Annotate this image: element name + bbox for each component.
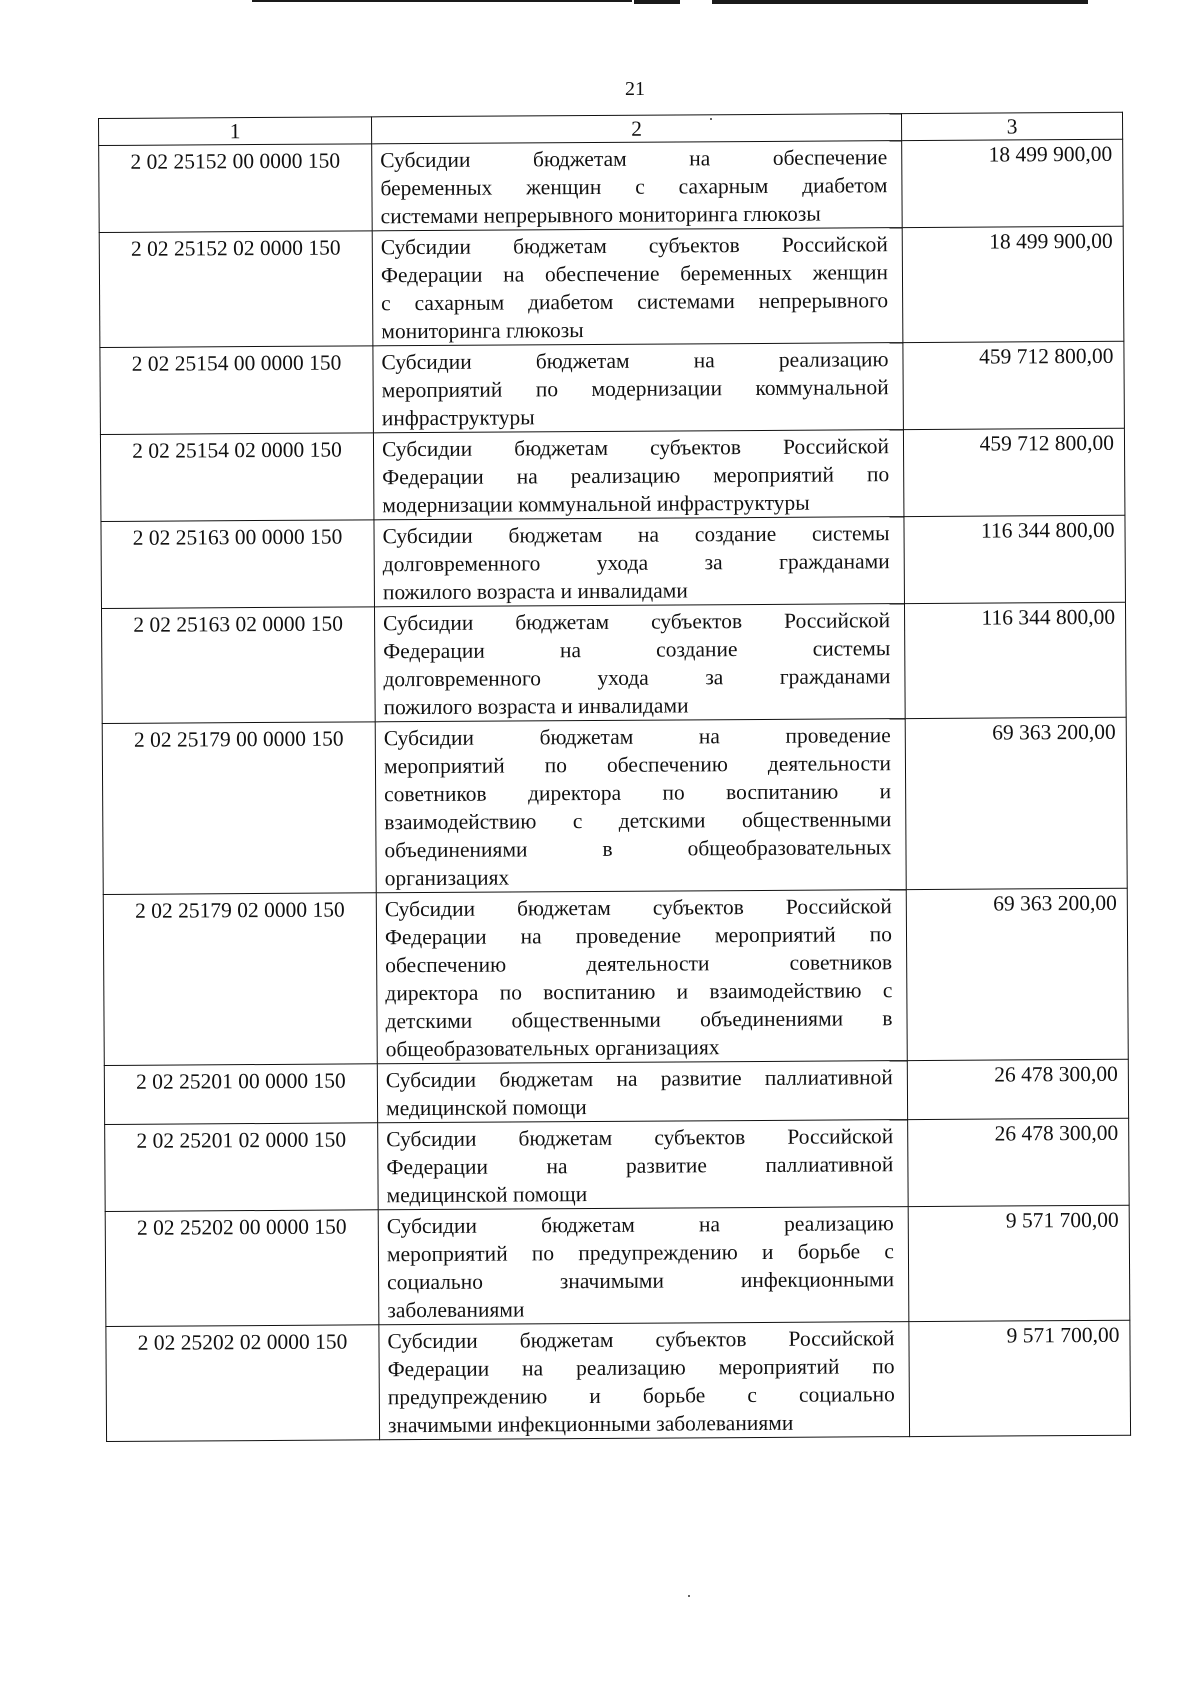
description-line: предупреждению и борьбе с социально [387, 1382, 895, 1410]
amount-cell: 459 712 800,00 [903, 341, 1125, 429]
description-line: пожилого возраста и инвалидами [382, 578, 688, 605]
description-line: Федерации на реализацию мероприятий по [387, 1354, 895, 1382]
description-line: общеобразовательных организациях [385, 1035, 720, 1062]
description-line: мероприятий по предупреждению и борьбе с [386, 1239, 895, 1267]
budget-code-cell: 2 02 25152 00 0000 150 [99, 144, 373, 233]
table-row [103, 888, 1128, 1065]
scan-speck [688, 1595, 690, 1597]
description-line: Субсидии бюджетам субъектов Российской [384, 894, 892, 922]
budget-table [98, 112, 1131, 1442]
description-cell [372, 228, 903, 346]
table-row [101, 602, 1126, 723]
amount-cell: 18 499 900,00 [902, 139, 1124, 227]
description-line: заболеваниями [387, 1297, 525, 1323]
description-line: с сахарным диабетом системами непрерывного [381, 288, 889, 316]
description-line: Субсидии бюджетам на обеспечение [380, 145, 888, 173]
amount-cell: 69 363 200,00 [906, 888, 1128, 1060]
description-cell [372, 141, 903, 231]
description-cell [378, 1207, 909, 1325]
description-line: пожилого возраста и инвалидами [383, 693, 689, 720]
description-line: модернизации коммунальной инфраструктуры [382, 490, 810, 518]
description-cell [374, 517, 905, 607]
description-line: Федерации на развитие паллиативной [386, 1152, 894, 1180]
description-line: Субсидии бюджетам на проведение [383, 723, 891, 751]
amount-cell: 9 571 700,00 [909, 1320, 1131, 1436]
description-line: медицинской помощи [385, 1095, 587, 1121]
description-line: советников директора по воспитанию и [384, 779, 892, 807]
budget-code-cell: 2 02 25154 02 0000 150 [100, 433, 374, 522]
description-line: долговременного ухода за гражданами [382, 549, 890, 577]
description-line: Федерации на реализацию мероприятий по [382, 462, 890, 490]
table-row [105, 1118, 1130, 1211]
description-cell [373, 430, 904, 520]
description-line: Субсидии бюджетам на создание системы [382, 521, 890, 549]
column-header-amount: 3 [901, 112, 1122, 140]
description-line: Субсидии бюджетам субъектов Российской [380, 232, 888, 260]
amount-cell: 69 363 200,00 [905, 717, 1127, 889]
budget-code-cell: 2 02 25201 00 0000 150 [104, 1064, 377, 1125]
scan-edge-left [252, 0, 632, 2]
amount-cell: 116 344 800,00 [904, 602, 1126, 718]
description-cell [377, 1061, 907, 1123]
description-line: мониторинга глюкозы [381, 318, 584, 344]
column-header-code: 1 [99, 117, 372, 146]
description-cell [376, 890, 907, 1064]
budget-code-cell: 2 02 25163 02 0000 150 [101, 607, 375, 724]
amount-cell: 26 478 300,00 [908, 1118, 1130, 1206]
table-body [99, 139, 1131, 1441]
description-line: Федерации на проведение мероприятий по [384, 922, 893, 950]
table-row [99, 139, 1124, 232]
description-line: мероприятий по модернизации коммунальной [381, 375, 889, 403]
table-row [101, 515, 1126, 608]
description-line: взаимодействию с детскими общественными [384, 807, 892, 835]
amount-cell: 116 344 800,00 [904, 515, 1126, 603]
description-line: мероприятий по обеспечению деятельности [383, 751, 892, 779]
description-line: Субсидии бюджетам субъектов Российской [381, 434, 890, 462]
amount-cell: 18 499 900,00 [902, 226, 1124, 342]
description-line: Субсидии бюджетам субъектов Российской [386, 1124, 894, 1152]
description-cell [375, 719, 906, 893]
budget-code-cell: 2 02 25202 02 0000 150 [106, 1325, 380, 1442]
budget-code-cell: 2 02 25179 02 0000 150 [103, 893, 377, 1066]
description-line: обеспечению деятельности советников [385, 950, 893, 978]
description-cell [378, 1120, 909, 1210]
description-line: Федерации на обеспечение беременных женщин [380, 260, 889, 288]
description-line: значимыми инфекционными заболеваниями [387, 1410, 794, 1438]
table-row [106, 1320, 1131, 1441]
budget-code-cell: 2 02 25179 00 0000 150 [102, 722, 376, 895]
description-line: директора по воспитанию и взаимодействию с [385, 978, 893, 1006]
budget-code-cell: 2 02 25201 02 0000 150 [105, 1123, 379, 1212]
description-cell [374, 604, 905, 722]
table-row [99, 226, 1124, 347]
amount-cell: 459 712 800,00 [903, 428, 1125, 516]
description-line: детскими общественными объединениями в [385, 1006, 893, 1034]
description-line: долговременного ухода за гражданами [383, 664, 891, 692]
table-row [104, 1059, 1128, 1124]
description-line: Субсидии бюджетам на развитие паллиативной [385, 1065, 893, 1093]
budget-code-cell: 2 02 25202 00 0000 150 [105, 1210, 379, 1327]
table-row [100, 341, 1125, 434]
description-line: системами непрерывного мониторинга глюкозы [380, 201, 821, 229]
description-line: Субсидии бюджетам на реализацию [386, 1211, 894, 1239]
table-row [105, 1205, 1130, 1326]
budget-code-cell: 2 02 25163 00 0000 150 [101, 520, 375, 609]
column-header-description: 2 [371, 114, 901, 144]
amount-cell: 26 478 300,00 [907, 1059, 1128, 1119]
description-line: социально значимыми инфекционными [387, 1267, 895, 1295]
description-line: объединениями в общеобразовательных [384, 835, 892, 863]
description-line: Субсидии бюджетам на реализацию [381, 347, 889, 375]
table-row [102, 717, 1127, 894]
description-line: медицинской помощи [386, 1182, 588, 1208]
scan-edge-right [712, 0, 1088, 4]
scan-edge-mid [634, 0, 680, 4]
description-line: Субсидии бюджетам субъектов Российской [387, 1326, 895, 1354]
description-line: Субсидии бюджетам субъектов Российской [383, 608, 891, 636]
table-row [100, 428, 1125, 521]
budget-code-cell: 2 02 25152 02 0000 150 [99, 231, 373, 348]
description-line: инфраструктуры [381, 405, 535, 431]
description-cell [379, 1322, 910, 1440]
budget-code-cell: 2 02 25154 00 0000 150 [100, 346, 374, 435]
amount-cell: 9 571 700,00 [908, 1205, 1130, 1321]
page-number: 21 [625, 78, 645, 100]
description-line: беременных женщин с сахарным диабетом [380, 173, 888, 201]
description-cell [373, 343, 904, 433]
description-line: Федерации на создание системы [383, 636, 891, 664]
description-line: организациях [384, 865, 510, 891]
